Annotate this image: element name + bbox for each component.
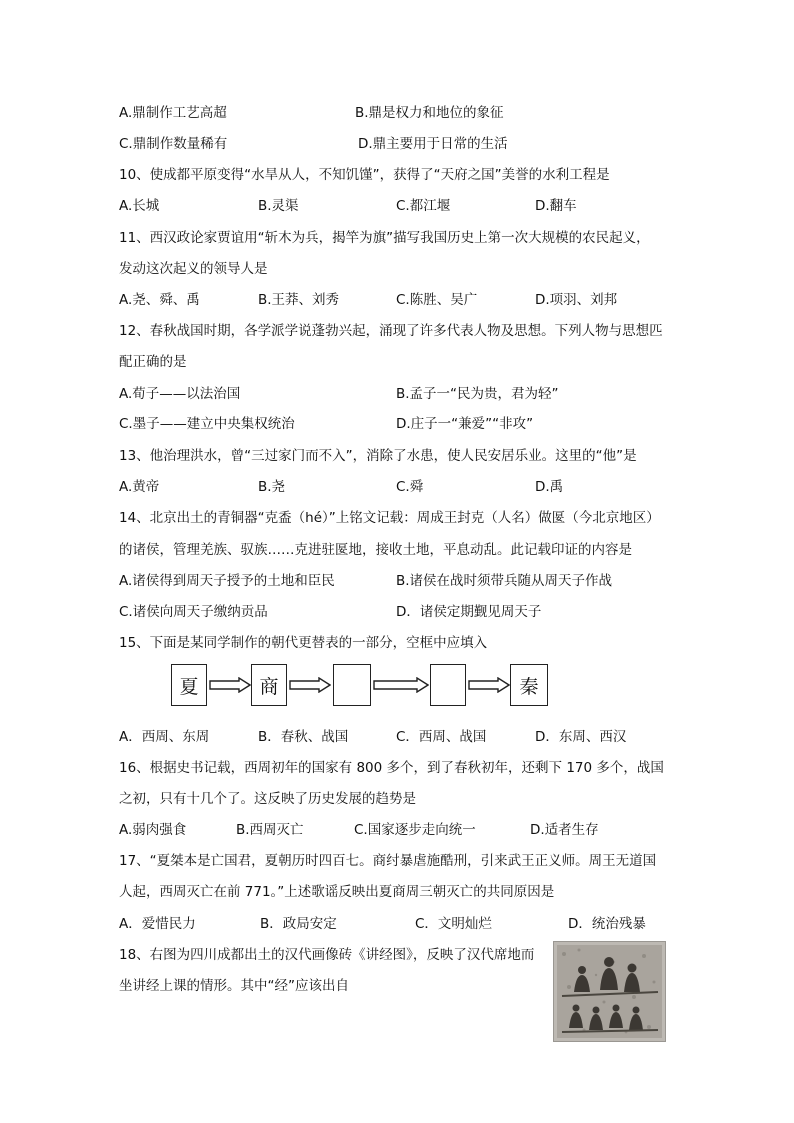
q11-option-b: B.王莽、刘秀 bbox=[258, 292, 340, 308]
q17-stem-line2: 人起，西周灭亡在前 771。”上述歌谣反映出夏商周三朝灭亡的共同原因是 bbox=[119, 884, 555, 900]
q9-option-b: B.鼎是权力和地位的象征 bbox=[355, 105, 504, 121]
q15-option-c: C．西周、战国 bbox=[396, 729, 487, 745]
q12-option-a: A.荀子——以法治国 bbox=[119, 386, 241, 402]
q13-option-a: A.黄帝 bbox=[119, 479, 160, 495]
q14-option-c: C.诸侯向周天子缴纳贡品 bbox=[119, 604, 268, 620]
q11-stem-line2: 发动这次起义的领导人是 bbox=[119, 261, 268, 277]
q13-option-b: B.尧 bbox=[258, 479, 286, 495]
q17-option-c: C．文明灿烂 bbox=[415, 916, 492, 932]
q16-stem-line2: 之初，只有十几个了。这反映了历史发展的趋势是 bbox=[119, 791, 416, 807]
q10-option-c: C.都江堰 bbox=[396, 198, 451, 214]
q16-option-d: D.适者生存 bbox=[530, 822, 599, 838]
q15-option-b: B．春秋、战国 bbox=[258, 729, 349, 745]
q15-stem: 15、下面是某同学制作的朝代更替表的一部分，空框中应填入 bbox=[119, 635, 488, 651]
q16-option-b: B.西周灭亡 bbox=[236, 822, 304, 838]
q10-option-d: D.翻车 bbox=[535, 198, 577, 214]
q9-option-c: C.鼎制作数量稀有 bbox=[119, 136, 228, 152]
q15-option-a: A．西周、东周 bbox=[119, 729, 210, 745]
q17-option-d: D．统治残暴 bbox=[568, 916, 646, 932]
q12-option-b: B.孟子一“民为贵，君为轻” bbox=[396, 386, 559, 402]
q13-option-c: C.舜 bbox=[396, 479, 424, 495]
q12-option-c: C.墨子——建立中央集权统治 bbox=[119, 416, 295, 432]
q11-option-c: C.陈胜、吴广 bbox=[396, 292, 478, 308]
q13-option-d: D.禹 bbox=[535, 479, 564, 495]
dynasty-box-xia: 夏 bbox=[171, 664, 207, 706]
q14-stem-line2: 的诸侯，管理羌族、驭族……克进驻匽地，接收土地，平息动乱。此记载印证的内容是 bbox=[119, 542, 632, 558]
q14-option-d: D．诸侯定期觐见周天子 bbox=[396, 604, 542, 620]
q17-option-a: A．爱惜民力 bbox=[119, 916, 196, 932]
q12-option-d: D.庄子一“兼爱”“非攻” bbox=[396, 416, 534, 432]
q16-option-c: C.国家逐步走向统一 bbox=[354, 822, 476, 838]
q11-option-d: D.项羽、刘邦 bbox=[535, 292, 618, 308]
dynasty-box-blank-1 bbox=[333, 664, 371, 706]
dynasty-box-qin: 秦 bbox=[510, 664, 548, 706]
q17-stem-line1: 17、“夏桀本是亡国君，夏朝历时四百七。商纣暴虐施酷刑，引来武王正义师。周王无道国 bbox=[119, 853, 657, 869]
q9-option-a: A.鼎制作工艺高超 bbox=[119, 105, 227, 121]
arrow-icon bbox=[373, 677, 429, 693]
q18-stem-line1: 18、右图为四川成都出土的汉代画像砖《讲经图》，反映了汉代席地而 bbox=[119, 947, 535, 963]
q13-stem: 13、他治理洪水，曾“三过家门而不入”，消除了水患，使人民安居乐业。这里的“他”是 bbox=[119, 448, 637, 464]
dynasty-box-shang: 商 bbox=[251, 664, 287, 706]
q17-option-b: B．政局安定 bbox=[260, 916, 337, 932]
q9-option-d: D.鼎主要用于日常的生活 bbox=[358, 136, 508, 152]
q14-option-b: B.诸侯在战时须带兵随从周天子作战 bbox=[396, 573, 613, 589]
lecture-brick-relief-image bbox=[553, 941, 666, 1042]
q14-stem-line1: 14、北京出土的青铜器“克盉（hé）”上铭文记载：周成王封克（人名）做匽（今北京地区） bbox=[119, 510, 660, 526]
arrow-icon bbox=[289, 677, 331, 693]
q16-stem-line1: 16、根据史书记载，西周初年的国家有 800 多个，到了春秋初年，还剩下 170 多个，战国 bbox=[119, 760, 664, 776]
q10-option-b: B.灵渠 bbox=[258, 198, 299, 214]
arrow-icon bbox=[209, 677, 251, 693]
q11-stem-line1: 11、西汉政论家贾谊用“斩木为兵，揭竿为旗”描写我国历史上第一次大规模的农民起义， bbox=[119, 230, 650, 246]
q18-stem-line2: 坐讲经上课的情形。其中“经”应该出自 bbox=[119, 978, 349, 994]
arrow-icon bbox=[468, 677, 510, 693]
dynasty-box-blank-2 bbox=[430, 664, 466, 706]
q12-stem-line1: 12、春秋战国时期，各学派学说蓬勃兴起，涌现了许多代表人物及思想。下列人物与思想匹 bbox=[119, 323, 663, 339]
q12-stem-line2: 配正确的是 bbox=[119, 354, 187, 370]
q11-option-a: A.尧、舜、禹 bbox=[119, 292, 200, 308]
q14-option-a: A.诸侯得到周天子授予的土地和臣民 bbox=[119, 573, 335, 589]
q15-option-d: D．东周、西汉 bbox=[535, 729, 627, 745]
q10-option-a: A.长城 bbox=[119, 198, 160, 214]
q16-option-a: A.弱肉强食 bbox=[119, 822, 187, 838]
q10-stem: 10、使成都平原变得“水旱从人，不知饥馑”，获得了“天府之国”美誉的水利工程是 bbox=[119, 167, 610, 183]
